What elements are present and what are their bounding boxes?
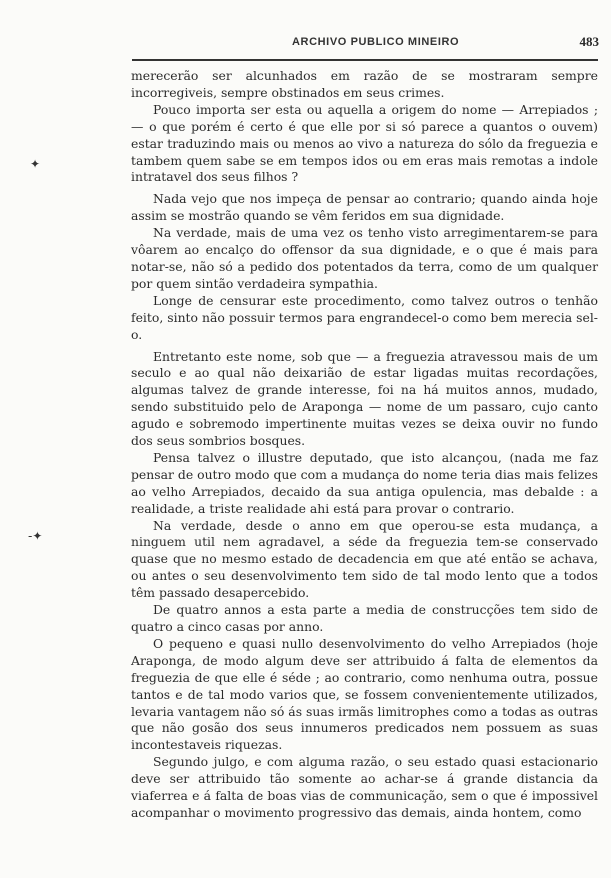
paragraph: Na verdade, desde o anno em que operou-se esta mudança, a ninguem util nem agradavel, a séde da freguezia tem-se conservado quase que no mesmo estado de decadencia em que até então se achava, ou antes o seu desenvolvimento tem sido de tal modo lento que a todos têm passado desapercebido. <box>131 517 598 601</box>
paragraph: Segundo julgo, e com alguma razão, o seu estado quasi estacionario deve ser attribuido tão somente ao achar-se á grande distancia da viaferrea e á falta de boas vias de communicação, sem o que é impossivel acompanhar o movimento progressivo das demais, ainda hontem, como <box>131 754 598 820</box>
page-number: 483 <box>579 34 599 49</box>
paragraph: De quatro annos a esta parte a media de construcções tem sido de quatro a cinco casas por anno. <box>131 602 598 634</box>
paragraph: Entretanto este nome, sob que — a freguezia atravessou mais de um seculo e ao qual não deixarião de estar ligadas muitas recordações, algumas talvez de grande interesse, foi na há muitos annos, mudado, sendo substituido pelo de Araponga — nome de um passaro, cujo canto agudo e sobremodo impertinente muitas vezes se deixa ouvir no fundo dos seus sombrios bosques. <box>131 348 598 449</box>
body-text <box>131 68 598 822</box>
paragraph: Nada vejo que nos impeça de pensar ao contrario; quando ainda hoje assim se mostrão quando se vêm feridos em sua dignidade. <box>131 191 598 224</box>
paragraph: Na verdade, mais de uma vez os tenho visto arregimentarem-se para vôarem ao encalço do offensor da sua dignidade, e o que é mais para notar-se, não só a pedido dos potentados da terra, como de um qualquer por quem sintão verdadeira sympathia. <box>131 225 598 291</box>
page-header <box>0 30 611 50</box>
paragraph: Pouco importa ser esta ou aquella a origem do nome — Arrepiados ; — o que porém é certo é que elle por si só parece a quantos o ouvem) estar traduzindo mais ou menos ao vivo a natureza do sólo da freguezia e tambem quem sabe se em tempos idos ou em eras mais remotas a indole intratavel dos seus filhos ? <box>131 101 598 185</box>
paragraph: Pensa talvez o illustre deputado, que isto alcançou, (nada me faz pensar de outro modo que com a mudança do nome teria dias mais felizes ao velho Arrepiados, decaido da sua antiga opulencia, mas debalde : a realidade, a triste realidade ahi está para provar o contrario. <box>131 449 598 516</box>
margin-mark: ✦ <box>30 157 41 171</box>
running-title: ARCHIVO PUBLICO MINEIRO <box>292 36 460 48</box>
margin-mark: -✦ <box>28 529 43 543</box>
paragraph: merecerão ser alcunhados em razão de se mostraram sempre incorregiveis, sempre obstinados em seus crimes. <box>131 68 598 100</box>
paragraph: O pequeno e quasi nullo desenvolvimento do velho Arrepiados (hoje Araponga, de modo algum deve ser attribuido á falta de elementos da freguezia de que elle é séde ; ao contrario, como nenhuma outra, possue tantos e de tal modo varios que, se fossem convenientemente utilizados, levaria vantagem não só ás suas irmãs limitrophes como a todas as outras que não gosão dos seus innumeros predicados nem possuem as suas incontestaveis riquezas. <box>131 635 598 753</box>
header-rule <box>132 59 598 61</box>
paragraph: Longe de censurar este procedimento, como talvez outros o tenhão feito, sinto não possuir termos para engrandecel-o como bem merecia sel-o. <box>131 292 598 342</box>
